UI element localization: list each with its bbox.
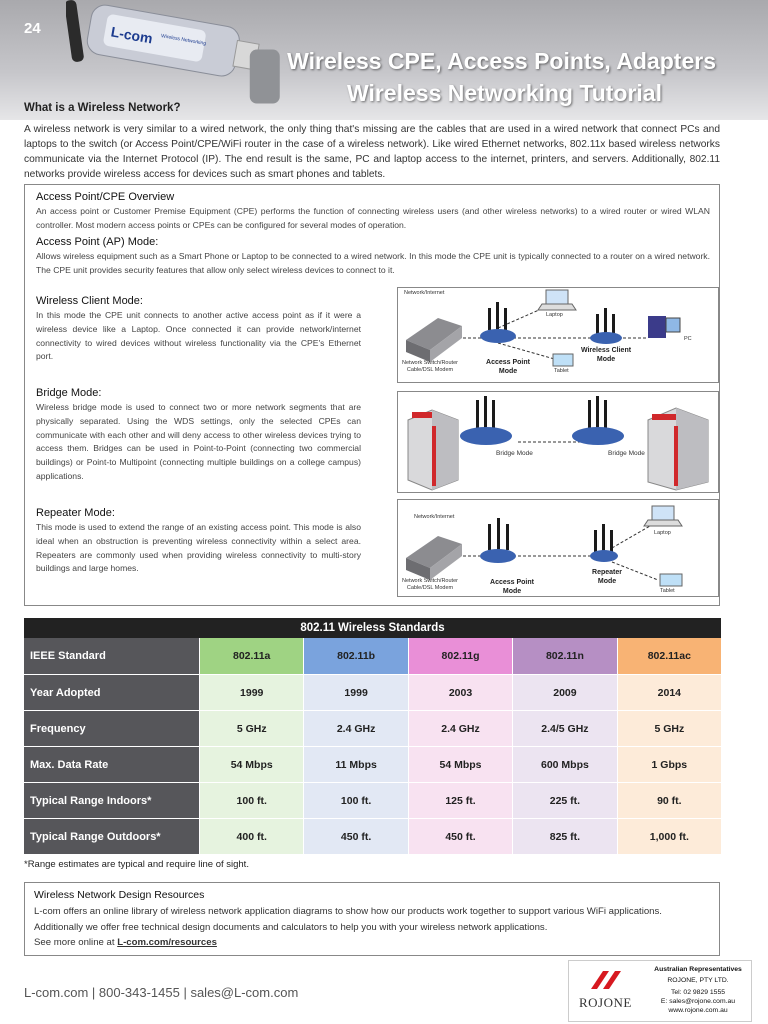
table-cell: 802.11a <box>200 638 304 674</box>
bridge-mode-heading: Bridge Mode: <box>36 387 102 399</box>
table-cell: 2.4 GHz <box>409 711 513 746</box>
diag3-ap-label: Access Point Mode <box>490 579 534 595</box>
resources-line2: Additionally we offer free technical design documents and calculators to help you with your wireless network applications. <box>34 921 548 933</box>
access-point-router-icon <box>480 518 516 563</box>
footer-contact: L-com.com | 800-343-1455 | sales@L-com.com <box>24 985 299 1000</box>
resources-link[interactable]: L-com.com/resources <box>117 937 217 948</box>
laptop-icon <box>644 506 682 526</box>
table-cell: 400 ft. <box>200 819 304 854</box>
client-mode-heading: Wireless Client Mode: <box>36 295 143 307</box>
usb-label-text: Wireless Networking <box>160 33 207 47</box>
table-footnote: *Range estimates are typical and require line of sight. <box>24 859 249 870</box>
page-title-line2: Wireless Networking Tutorial <box>346 80 662 106</box>
diag1-network-label: Network/Internet <box>404 290 445 296</box>
bridge-mode-text: Wireless bridge mode is used to connect two or more network segments that are physically separated. Using the WDS settings, only the selected CPEs can communicate with each other and will deny access to other wireless devices trying to access them. Bridges can be used in Point-to-Point (connecting two commercial buildings) or Point-to Multipoint (connecting multiple buildings on a college campus) applications. <box>36 402 361 481</box>
intro-text: A wireless network is very similar to a wired network, the only thing that's missing are the cables that are used in a wired network that connect PCs and laptops to the switch (or Access Point/CPE/WiFi router in the case of a wireless network). Like wired Ethernet networks, 802.11x based wireless networks communicate via the Internet Protocol (IP). The end result is the same, PC and laptop access to the internet, printers, and servers. Additionally, 802.11 networks provide wireless access for devices such as smart phones and tablets. <box>24 124 720 180</box>
network-switch-icon <box>406 536 462 580</box>
diag3-network-label: Network/Internet <box>414 514 455 520</box>
page-title-line1: Wireless CPE, Access Points, Adapters <box>287 48 716 74</box>
row-label: Typical Range Indoors* <box>24 783 200 818</box>
rojone-representative-box <box>568 960 752 1022</box>
overview-heading: Access Point/CPE Overview <box>36 191 175 203</box>
table-cell: 1,000 ft. <box>618 819 721 854</box>
client-router-icon <box>590 308 622 344</box>
diag1-client-label: Wireless Client Mode <box>580 347 632 363</box>
page-number: 24 <box>24 20 41 37</box>
resources-line1: L-com offers an online library of wireless network application diagrams to show how our products work together to support various WiFi applications. <box>34 906 662 917</box>
table-cell: 5 GHz <box>618 711 721 746</box>
resources-box <box>24 882 720 956</box>
row-label: Frequency <box>24 711 200 746</box>
table-row <box>24 710 721 746</box>
table-cell: 1999 <box>304 675 408 710</box>
tablet-icon <box>660 574 682 586</box>
client-mode-text: In this mode the CPE unit connects to another active access point as if it were a wireless device like a Laptop. Once connected it can provide network/internet connectivity to wired devices without wireless functionality via the CPE's Ethernet port. <box>36 310 361 362</box>
laptop-icon <box>538 290 576 310</box>
bridge-mode-diagram <box>397 391 719 493</box>
repeater-router-icon <box>590 524 618 562</box>
pc-icon <box>648 316 680 338</box>
operation-modes-box <box>24 184 720 606</box>
table-cell: 2.4/5 GHz <box>513 711 617 746</box>
diag2-left-label: Bridge Mode <box>496 450 533 457</box>
building-left-icon <box>408 410 458 490</box>
rojone-name: ROJONE, PTY LTD. <box>667 977 729 984</box>
usb-adapter-image <box>66 0 286 118</box>
table-cell: 1999 <box>200 675 304 710</box>
diag1-laptop-label: Laptop <box>546 312 563 318</box>
ap-mode-text: Allows wireless equipment such as a Smart Phone or Laptop to be connected to a wired network. In this mode the CPE unit is typically connected to a router on a wired network. The CPE unit provides security features that allow only select wireless devices to connect to it. <box>36 251 710 275</box>
diag1-tablet-label: Tablet <box>554 368 569 374</box>
client-mode-diagram <box>397 287 719 383</box>
diag2-right-label: Bridge Mode <box>608 450 645 457</box>
usb-brand-text: L-com <box>109 23 154 47</box>
table-cell: 1 Gbps <box>618 747 721 782</box>
table-cell: 2009 <box>513 675 617 710</box>
table-cell: 802.11b <box>304 638 408 674</box>
table-cell: 90 ft. <box>618 783 721 818</box>
row-label: Typical Range Outdoors* <box>24 819 200 854</box>
table-cell: 100 ft. <box>200 783 304 818</box>
access-point-router-icon <box>480 302 516 343</box>
tablet-icon <box>553 354 573 366</box>
table-row <box>24 818 721 854</box>
table-cell: 2014 <box>618 675 721 710</box>
diag1-switch-label: Network Switch/Router Cable/DSL Modem <box>402 360 458 373</box>
diag1-ap-label: Access Point Mode <box>486 359 530 375</box>
row-label: IEEE Standard <box>24 638 200 674</box>
repeater-mode-diagram <box>397 499 719 597</box>
row-label: Year Adopted <box>24 675 200 710</box>
resources-heading: Wireless Network Design Resources <box>34 889 205 901</box>
table-cell: 54 Mbps <box>409 747 513 782</box>
table-cell: 54 Mbps <box>200 747 304 782</box>
diag3-tablet-label: Tablet <box>660 588 675 594</box>
table-row <box>24 674 721 710</box>
diag3-laptop-label: Laptop <box>654 530 671 536</box>
rojone-web: www.rojone.com.au <box>668 1007 728 1014</box>
row-label: Max. Data Rate <box>24 747 200 782</box>
table-cell: 450 ft. <box>304 819 408 854</box>
table-cell: 11 Mbps <box>304 747 408 782</box>
table-cell: 802.11ac <box>618 638 721 674</box>
bridge-router-right-icon <box>572 396 624 445</box>
table-row <box>24 638 721 674</box>
repeater-mode-heading: Repeater Mode: <box>36 507 115 519</box>
table-cell: 802.11g <box>409 638 513 674</box>
table-cell: 802.11n <box>513 638 617 674</box>
table-row <box>24 746 721 782</box>
diag3-repeater-label: Repeater Mode <box>592 569 622 585</box>
intro-heading: What is a Wireless Network? <box>24 102 181 114</box>
rojone-logo-text: ROJONE <box>579 995 632 1010</box>
table-cell: 2003 <box>409 675 513 710</box>
table-title: 802.11 Wireless Standards <box>24 618 721 638</box>
ap-mode-heading: Access Point (AP) Mode: <box>36 236 159 248</box>
table-row <box>24 782 721 818</box>
resources-line3: See more online at L-com.com/resources <box>34 937 217 948</box>
rojone-title: Australian Representatives <box>654 966 742 973</box>
table-cell: 600 Mbps <box>513 747 617 782</box>
table-cell: 825 ft. <box>513 819 617 854</box>
table-cell: 2.4 GHz <box>304 711 408 746</box>
table-cell: 225 ft. <box>513 783 617 818</box>
rojone-tel: Tel: 02 9829 1555 <box>670 989 726 996</box>
rojone-email: E: sales@rojone.com.au <box>660 998 736 1005</box>
building-right-icon <box>648 408 708 490</box>
table-cell: 5 GHz <box>200 711 304 746</box>
diag3-switch-label: Network Switch/Router Cable/DSL Modem <box>402 578 458 591</box>
overview-text: An access point or Customer Premise Equipment (CPE) performs the function of connecting wireless users (and other wireless networks) to a wired router or wired WLAN controller. Most modern access points or CPEs can be configured for several modes of operation. <box>36 206 710 230</box>
table-cell: 125 ft. <box>409 783 513 818</box>
network-switch-icon <box>406 318 462 362</box>
rojone-logo-icon <box>587 967 627 995</box>
repeater-mode-text: This mode is used to extend the range of an existing access point. This mode is also ideal when an obstruction is preventing wireless connectivity within a select area. Repeaters are commonly used when providing wireless connectivity to multi-story buildings and large homes. <box>36 522 361 574</box>
table-cell: 450 ft. <box>409 819 513 854</box>
table-cell: 100 ft. <box>304 783 408 818</box>
wireless-standards-table <box>24 618 721 854</box>
diag1-pc-label: PC <box>684 336 692 342</box>
bridge-router-left-icon <box>460 396 512 445</box>
